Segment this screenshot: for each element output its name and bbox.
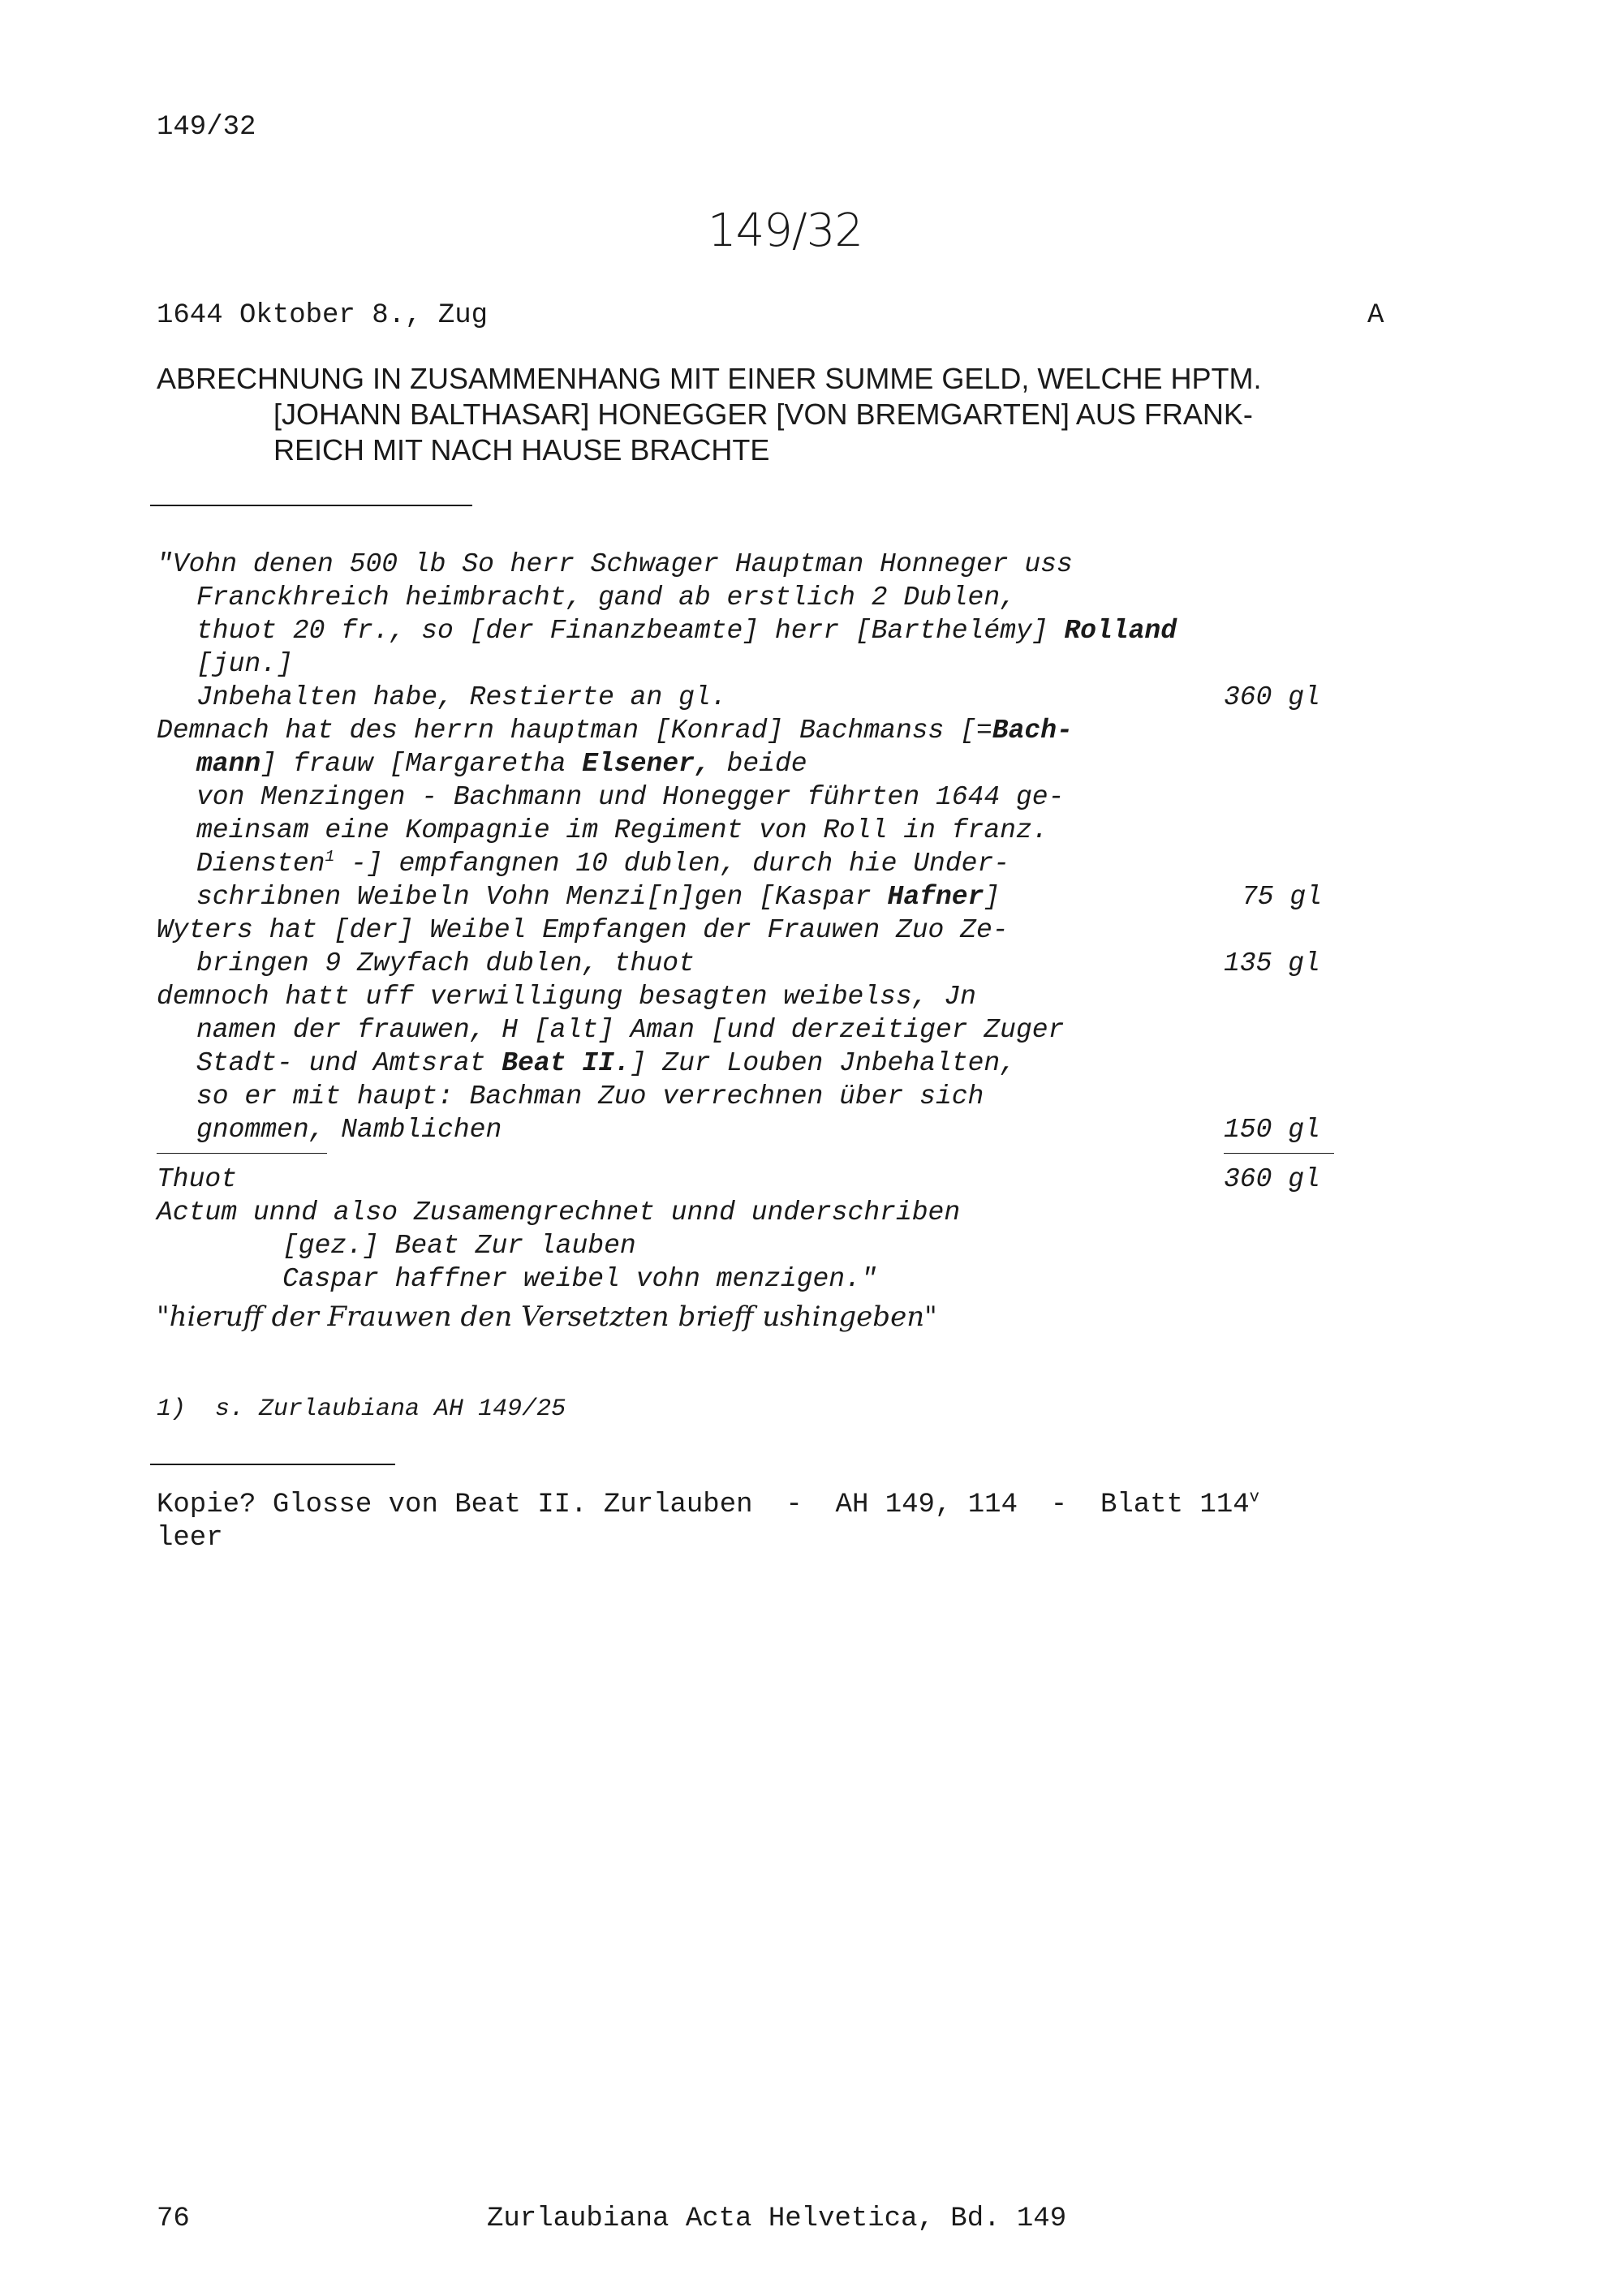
body-line: thuot 20 fr., so [der Finanzbeamte] herr [Barthelémy] Rolland (196, 616, 1177, 646)
amount: 135 gl (1224, 948, 1320, 978)
date-place: 1644 Oktober 8., Zug (157, 300, 489, 331)
sum-underline-right (1224, 1153, 1334, 1154)
body-line: Diensten$^1$ -] empfangnen 10 dublen, durch hie Under- (196, 848, 1010, 879)
signature-line: Caspar haffner weibel vohn menzigen." (282, 1264, 877, 1294)
signature-line: [gez.] Beat Zur lauben (282, 1231, 636, 1261)
title-divider (150, 505, 472, 506)
body-line: demnoch hatt uff verwilligung besagten weibelss, Jn (157, 982, 976, 1012)
body-line: "Vohn denen 500 lb So herr Schwager Hauptman Honneger uss (157, 549, 1073, 579)
body-line: Thuot (157, 1164, 238, 1194)
footnote: 1) s. Zurlaubiana AH 149/25 (157, 1395, 566, 1423)
body-line: Jnbehalten habe, Restierte an gl. (196, 682, 727, 712)
footnote-divider (150, 1464, 395, 1465)
sum-underline-left (157, 1153, 327, 1154)
body-line: [jun.] (196, 649, 293, 679)
body-line: Franckhreich heimbracht, gand ab erstlich 2 Dublen, (196, 583, 1016, 613)
archive-note: Kopie? Glosse von Beat II. Zurlauben - AH 149, 114 - Blatt 114$^v$ (157, 1488, 1259, 1520)
script-note: "hieruff der Frauwen den Versetzten brieff ushingeben" (157, 1301, 937, 1333)
amount: 360 gl (1224, 682, 1320, 712)
body-line: Demnach hat des herrn hauptman [Konrad] Bachmanss [=Bach- (157, 716, 1073, 746)
doc-number-small: 149/32 (157, 112, 256, 143)
title-line-2: [JOHANN BALTHASAR] HONEGGER [VON BREMGARTEN] AUS FRANK- (273, 398, 1253, 431)
footnote-ref: 1 (325, 848, 335, 866)
amount: 75 gl (1242, 882, 1323, 912)
amount: 150 gl (1224, 1115, 1320, 1145)
archive-note-2: leer (157, 1523, 223, 1554)
body-line: schribnen Weibeln Vohn Menzi[n]gen [Kaspar Hafner] (196, 882, 1001, 912)
doc-letter: A (1367, 300, 1384, 331)
amount-total: 360 gl (1224, 1164, 1320, 1194)
title-line-3: REICH MIT NACH HAUSE BRACHTE (273, 433, 770, 467)
body-line: so er mit haupt: Bachman Zuo verrechnen über sich (196, 1081, 984, 1111)
page-number: 76 (157, 2204, 190, 2234)
series-title: Zurlaubiana Acta Helvetica, Bd. 149 (487, 2204, 1067, 2234)
body-line: von Menzingen - Bachmann und Honegger führten 1644 ge- (196, 782, 1065, 812)
body-line: Stadt- und Amtsrat Beat II.] Zur Louben Jnbehalten, (196, 1048, 1016, 1078)
body-line: Actum unnd also Zusamengrechnet unnd underschriben (157, 1197, 961, 1228)
title-line-1: ABRECHNUNG IN ZUSAMMENHANG MIT EINER SUMME GELD, WELCHE HPTM. (157, 362, 1262, 395)
body-line: namen der frauwen, H [alt] Aman [und derzeitiger Zuger (196, 1015, 1065, 1045)
doc-number-large: 149/32 (708, 204, 863, 257)
body-line: mann] frauw [Margaretha Elsener, beide (196, 749, 807, 779)
body-line: bringen 9 Zwyfach dublen, thuot (196, 948, 695, 978)
body-line: meinsam eine Kompagnie im Regiment von Roll in franz. (196, 815, 1048, 845)
body-line: Wyters hat [der] Weibel Empfangen der Frauwen Zuo Ze- (157, 915, 1009, 945)
body-line: gnommen, Namblichen (196, 1115, 502, 1145)
